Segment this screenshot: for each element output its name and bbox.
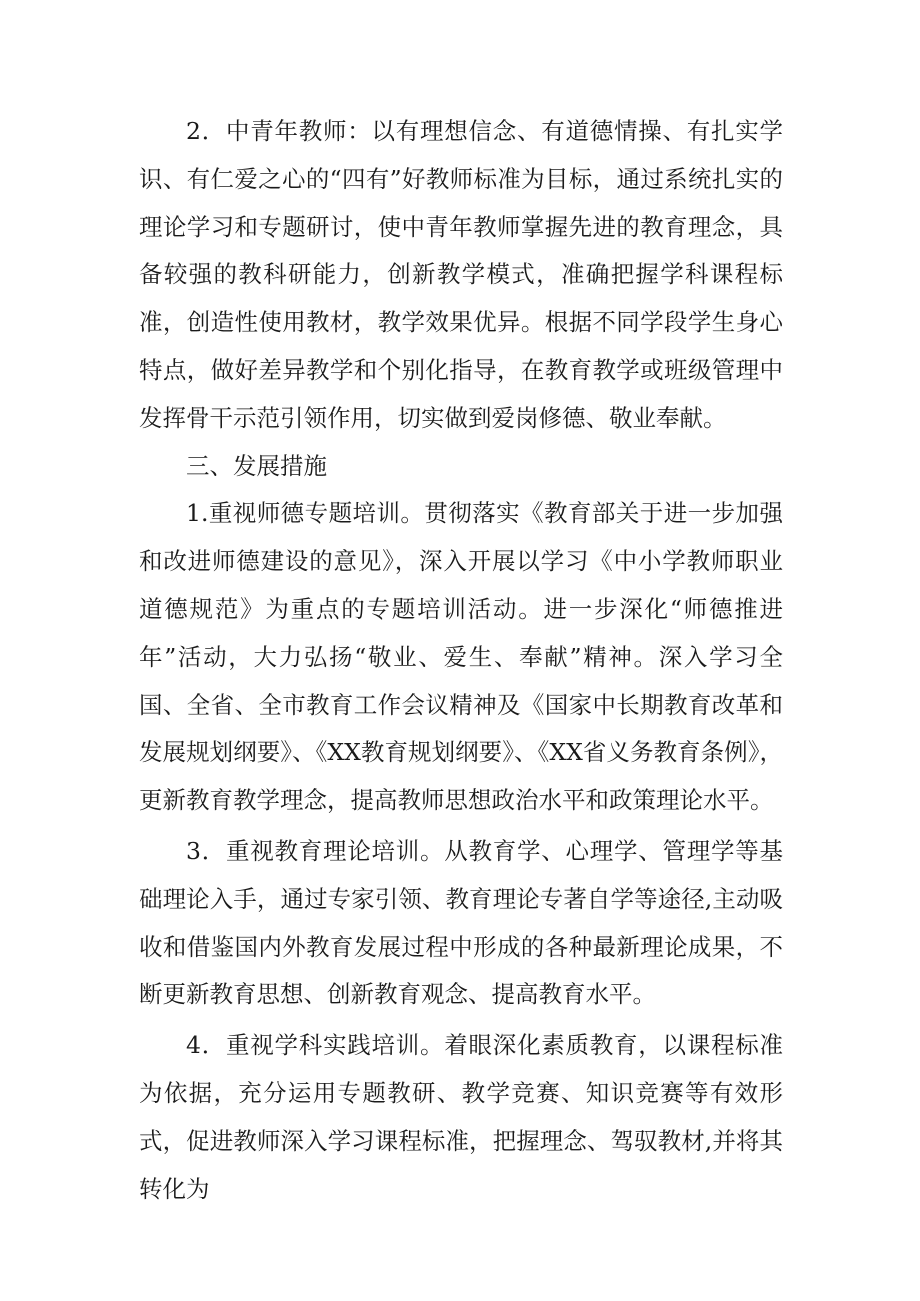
paragraph-measure-4: 4．重视学科实践培训。着眼深化素质教育，以课程标准为依据，充分运用专题教研、教学竞赛、知识竞赛等有效形式，促进教师深入学习课程标准，把握理念、驾驭教材,并将其转化为 xyxy=(139,1031,783,1203)
paragraph-measure-1: 1.重视师德专题培训。贯彻落实《教育部关于进一步加强和改进师德建设的意见》，深入开展以学习《中小学教师职业道德规范》为重点的专题培训活动。进一步深化“师德推进年”活动，大力弘扬“敬业、爱生、奉献”精神。深入学习全国、全省、全市教育工作会议精神及《国家中长期教育改革和发展规划纲要》、《XX教育规划纲要》、《XX省义务教育条例》，更新教育教学理念，提高教师思想政治水平和政策理论水平。 xyxy=(139,499,783,815)
document-body xyxy=(139,108,783,1213)
paragraph-middle-young-teachers: 2．中青年教师：以有理想信念、有道德情操、有扎实学识、有仁爱之心的“四有”好教师标准为目标，通过系统扎实的理论学习和专题研讨，使中青年教师掌握先进的教育理念，具备较强的教科研能力，创新教学模式，准确把握学科课程标准，创造性使用教材，教学效果优异。根据不同学段学生身心特点，做好差异教学和个别化指导，在教育教学或班级管理中发挥骨干示范引领作用，切实做到爱岗修德、敬业奉献。 xyxy=(139,117,783,432)
section-heading-development-measures: 三、发展措施 xyxy=(186,451,327,480)
paragraph-measure-3: 3．重视教育理论培训。从教育学、心理学、管理学等基础理论入手，通过专家引领、教育理论专著自学等途径,主动吸收和借鉴国内外教育发展过程中形成的各种最新理论成果，不断更新教育思想、创新教育观念、提高教育水平。 xyxy=(139,836,783,1009)
